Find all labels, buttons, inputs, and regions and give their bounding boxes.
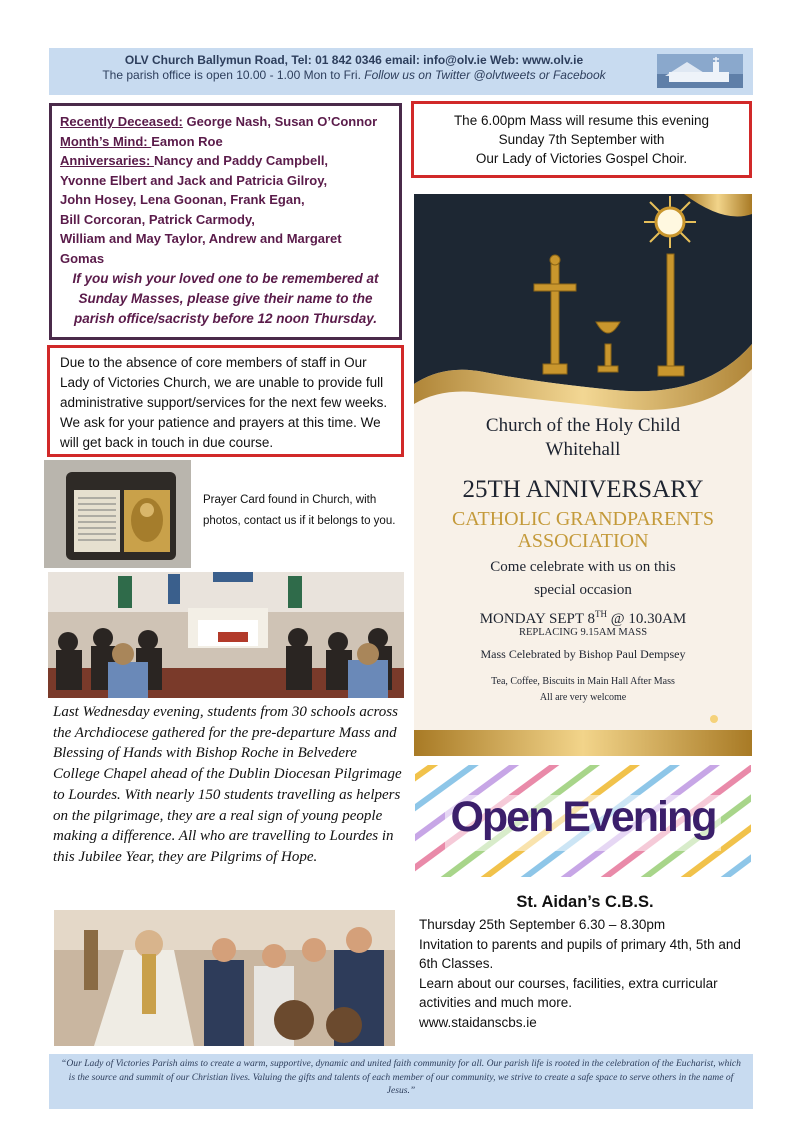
poster-refreshments: Tea, Coffee, Biscuits in Main Hall After Mass bbox=[491, 676, 675, 687]
mass-resume-notice bbox=[411, 101, 752, 178]
recently-deceased-label: Recently Deceased: bbox=[60, 114, 183, 129]
recently-deceased-row bbox=[60, 112, 391, 132]
prayer-card-photo bbox=[44, 460, 191, 568]
prayer-card-caption: Prayer Card found in Church, with photos, contact us if it belongs to you. bbox=[203, 494, 396, 527]
poster-anniversary-heading: 25TH ANNIVERSARY bbox=[462, 476, 704, 503]
poster-date: MONDAY SEPT 8 bbox=[479, 611, 596, 627]
header-contact-line: OLV Church Ballymun Road, Tel: 01 842 0346 email: info@olv.ie Web: www.olv.ie bbox=[124, 53, 584, 67]
poster-association-line: CATHOLIC GRANDPARENTS bbox=[451, 508, 715, 530]
school-website-link[interactable]: www.staidanscbs.ie bbox=[419, 1014, 537, 1030]
blessing-of-hands-photo bbox=[54, 910, 395, 1046]
poster-association-line: ASSOCIATION bbox=[517, 530, 649, 552]
students-pilgrimage-text: Last Wednesday evening, students from 30 schools across the Archdiocese gathered for the pre-departure Mass and Blessing of Hands with Bishop Roche in Belvedere College Chapel ahead of the Dublin Diocesan Pilgrimage to Lourdes. With nearly 150 students travelling as helpers on the pilgrimage, they are a real sign of young people making a difference. All who are travelling to Lourdes in this Jubilee Year, they are Pilgrims of Hope. bbox=[53, 704, 402, 865]
anniversaries-line: Bill Corcoran, Patrick Carmody, bbox=[60, 211, 255, 227]
poster-date-suffix: TH bbox=[595, 609, 608, 619]
staff-absence-notice: Due to the absence of core members of staff in Our Lady of Victories Church, we are unable to provide full administrative support/services for the next few weeks. We ask for your patience and prayers at this time. We will get back in touch in due course. bbox=[47, 345, 404, 457]
poster-celebrant: Mass Celebrated by Bishop Paul Dempsey bbox=[480, 647, 686, 661]
open-evening-details bbox=[419, 915, 753, 1032]
anniversaries-line: William and May Taylor, Andrew and Margaret bbox=[60, 231, 342, 246]
anniversaries-row bbox=[60, 151, 391, 171]
anniversaries-line: Gomas bbox=[60, 250, 105, 266]
months-mind-names: Eamon Roe bbox=[151, 133, 223, 149]
mass-notice-line: Our Lady of Victories Gospel Choir. bbox=[475, 151, 688, 166]
open-evening-info: Learn about our courses, facilities, extra curricular activities and much more. bbox=[419, 975, 718, 1010]
poster-celebrate-line: Come celebrate with us on this bbox=[490, 559, 676, 575]
anniversaries-line: Nancy and Paddy Campbell, bbox=[153, 153, 329, 168]
parish-mission-statement: “Our Lady of Victories Parish aims to create a warm, supportive, dynamic and united faith community for all. Our parish life is rooted in the celebration of the Eucharist, which is the source and summit of our Christian lives. Valuing the gifts and talents of each member of our community, we strive to create a safe space to serve others in the name of Jesus.” bbox=[49, 1054, 753, 1109]
open-evening-banner bbox=[415, 765, 751, 877]
school-name: St. Aidan’s C.B.S. bbox=[516, 893, 654, 911]
open-evening-heading: Open Evening bbox=[450, 793, 716, 841]
remembrance-note: If you wish your loved one to be remembered at Sunday Masses, please give their name to the parish office/sacristy before 12 noon Thursday. bbox=[72, 271, 379, 326]
poster-replacing-mass: REPLACING 9.15AM MASS bbox=[518, 627, 648, 638]
parish-header bbox=[49, 48, 753, 95]
header-office-line bbox=[49, 68, 659, 82]
poster-welcome: All are very welcome bbox=[539, 692, 627, 703]
poster-church-location: Whitehall bbox=[545, 439, 621, 460]
deceased-notice bbox=[49, 103, 402, 340]
open-evening-invitation: Invitation to parents and pupils of primary 4th, 5th and 6th Classes. bbox=[419, 936, 741, 971]
poster-artwork bbox=[414, 194, 752, 756]
anniversaries-line: John Hosey, Lena Goonan, Frank Egan, bbox=[60, 192, 305, 207]
mass-notice-line: Sunday 7th September with bbox=[498, 132, 665, 147]
bishop-blessing-image bbox=[54, 910, 395, 1046]
students-in-chapel-image bbox=[48, 572, 404, 698]
poster-church-name: Church of the Holy Child bbox=[485, 415, 681, 436]
open-evening-date: Thursday 25th September 6.30 – 8.30pm bbox=[419, 917, 666, 932]
chapel-mass-photo bbox=[48, 572, 404, 698]
church-building-icon bbox=[657, 54, 743, 88]
poster-date-time bbox=[414, 609, 752, 628]
mass-notice-line: The 6.00pm Mass will resume this evening bbox=[453, 113, 710, 128]
poster-celebrate-line: special occasion bbox=[534, 582, 632, 598]
anniversary-poster bbox=[414, 194, 752, 756]
office-hours-text: The parish office is open 10.00 - 1.00 Mon to Fri. bbox=[102, 68, 365, 82]
anniversaries-label: Anniversaries: bbox=[60, 153, 154, 168]
social-media-text: Follow us on Twitter @olvtweets or Facebook bbox=[364, 68, 606, 82]
months-mind-label: Month’s Mind: bbox=[60, 133, 152, 149]
recently-deceased-names: George Nash, Susan O’Connor bbox=[182, 114, 378, 129]
prayer-card-image bbox=[44, 460, 191, 568]
months-mind-row bbox=[60, 132, 391, 152]
poster-time: @ 10.30AM bbox=[607, 611, 687, 627]
anniversaries-line: Yvonne Elbert and Jack and Patricia Gilroy, bbox=[60, 172, 328, 188]
